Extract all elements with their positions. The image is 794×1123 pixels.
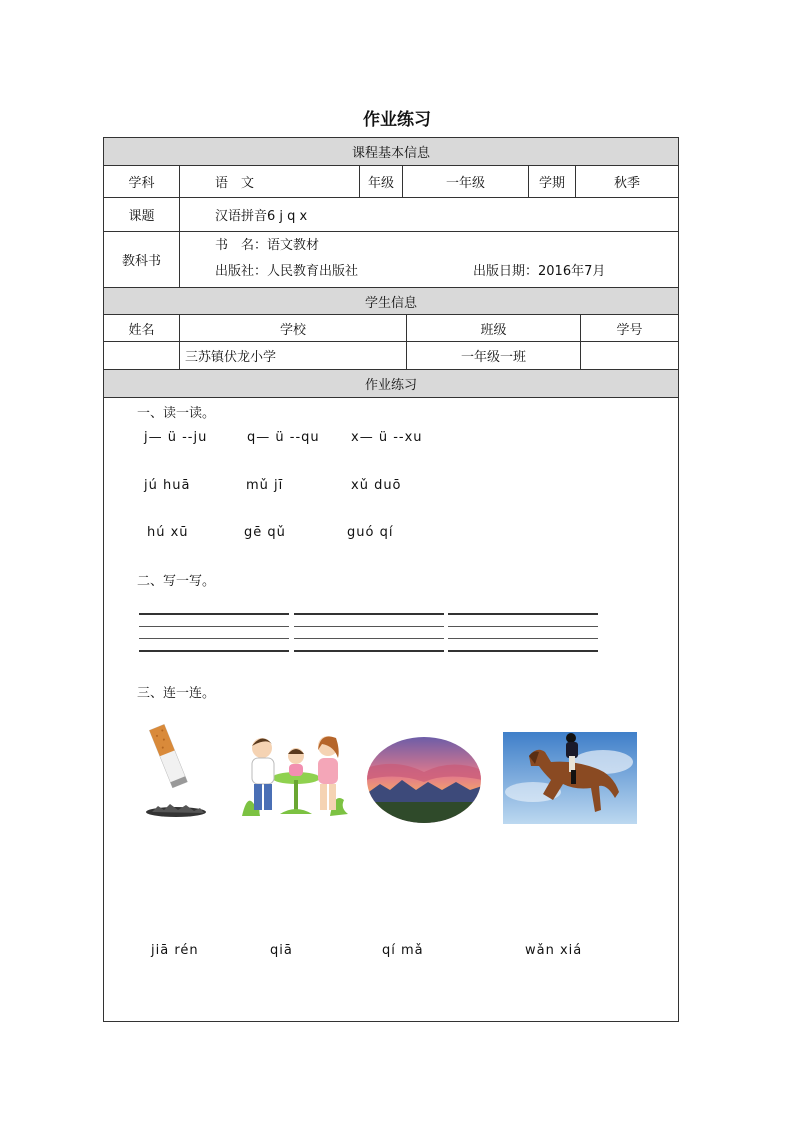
book-name: 书 名：语文教材 (215, 238, 320, 253)
subject-label: 学科 (128, 176, 155, 191)
name-value (104, 342, 179, 369)
read-item: x— ü --xu (351, 430, 423, 445)
grade-label: 年级 (359, 166, 402, 197)
student-values-row (104, 342, 678, 370)
student-header-row (104, 288, 678, 315)
read-item: xǔ duō (351, 478, 402, 493)
term-label: 学期 (528, 166, 575, 197)
read-item: q— ü --qu (247, 430, 320, 445)
horse-rider-image (503, 732, 637, 824)
sunset-image (366, 736, 482, 824)
read-item: hú xū (147, 525, 189, 540)
textbook-row (104, 232, 678, 288)
term-value: 秋季 (575, 166, 678, 197)
course-header: 课程基本信息 (351, 146, 430, 161)
topic-value: 汉语拼音6 j q x (179, 198, 678, 231)
family-image (240, 728, 350, 820)
homework-header: 作业练习 (364, 378, 417, 393)
cigarette-image (138, 720, 210, 824)
student-labels-row (104, 315, 678, 342)
match-word: qiā (270, 943, 293, 958)
textbook-label: 教科书 (121, 254, 161, 269)
section-write-title: 二、写一写。 (137, 574, 216, 589)
name-label: 姓名 (128, 322, 155, 338)
read-item: jú huā (144, 478, 191, 493)
homework-header-row (104, 370, 678, 398)
match-word: qí mǎ (382, 943, 424, 958)
school-label: 学校 (179, 315, 406, 341)
section-match-title: 三、连一连。 (137, 686, 216, 701)
grade-value: 一年级 (402, 166, 528, 197)
publish-date: 出版日期：2016年7月 (473, 264, 606, 279)
course-header-row (104, 138, 678, 166)
id-value (580, 342, 678, 369)
publisher: 出版社：人民教育出版社 (215, 264, 359, 279)
match-word: jiā rén (151, 943, 199, 958)
match-word: wǎn xiá (525, 943, 583, 958)
class-value: 一年级一班 (406, 342, 580, 369)
subject-row (104, 166, 678, 198)
student-header: 学生信息 (364, 295, 417, 311)
section-read-title: 一、读一读。 (137, 406, 216, 421)
page-title: 作业练习 (363, 110, 431, 130)
topic-label: 课题 (128, 209, 155, 224)
read-item: j— ü --ju (144, 430, 208, 445)
read-item: gē qǔ (244, 525, 286, 540)
school-value: 三苏镇伏龙小学 (179, 342, 406, 369)
class-label: 班级 (406, 315, 580, 341)
homework-sheet (103, 137, 679, 1022)
textbook-info (179, 232, 678, 287)
read-item: mǔ jī (246, 478, 284, 493)
id-label: 学号 (580, 315, 678, 341)
read-item: guó qí (347, 525, 394, 540)
topic-row (104, 198, 678, 232)
subject-value: 语 文 (179, 166, 359, 197)
